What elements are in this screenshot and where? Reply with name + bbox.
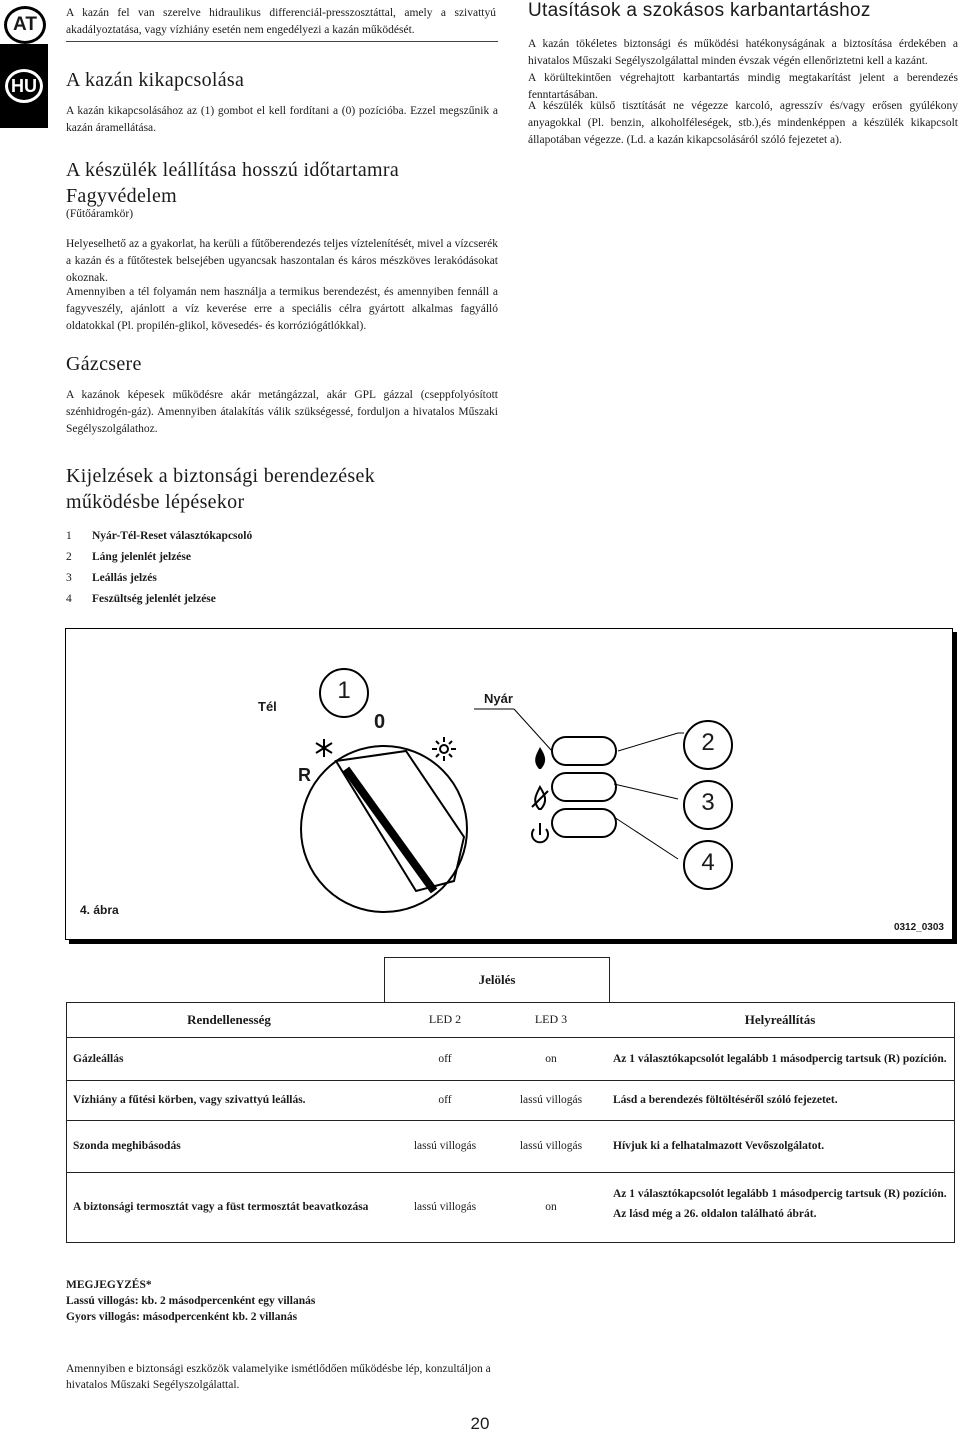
long-stop-para-2: Amennyiben a tél folyamán nem használja a termikus berendezést, és amennyiben fennáll a fagyveszély, ajánlott a víz keverése erre a speciális célra gyártott alkalmas fagyálló oldatokkal (Pl. propilén-glikol, kövesedés- és korróziógátlókkal).	[66, 286, 498, 332]
notes-title: MEGJEGYZÉS*	[66, 1279, 152, 1291]
table-title: Jelölés	[478, 971, 516, 987]
gas-change-title: Gázcsere	[66, 353, 142, 375]
legend-label: Leállás jelzés	[92, 572, 157, 584]
heating-circuit-subtitle: (Fűtőáramkör)	[66, 208, 134, 220]
table-row-2-recovery: Lásd a berendezés föltöltéséről szóló fejezetet.	[613, 1094, 838, 1106]
table-row-2-led3: lassú villogás	[519, 1094, 583, 1106]
header-fault: Rendellenesség	[187, 1011, 271, 1027]
indicators-title-line-2: működésbe lépésekor	[66, 491, 245, 513]
intro-text: A kazán fel van szerelve hidraulikus differenciál-presszosztáttal, amely a szivattyú akadályoztatása, vagy vízhiány esetén nem engedélyezi a kazán működését.	[66, 7, 496, 36]
header-led3: LED 3	[534, 1012, 568, 1026]
callout-4-label: 4	[701, 849, 715, 876]
legend-num: 3	[66, 572, 72, 584]
long-stop-para-1: Helyeselhető az a gyakorlat, ha kerüli a fűtőberendezés teljes víztelenítését, mivel a vízcserék a kazán és a fűtőtestek belsejében ugyancsak haszontalan és káros mészköves lerakódásokat okoznak.	[66, 238, 498, 284]
header-led2: LED 2	[428, 1012, 462, 1026]
winter-label: Tél	[258, 699, 277, 714]
header-recovery: Helyreállítás	[744, 1011, 816, 1027]
reset-position-label: R	[298, 765, 311, 785]
table-row-1-recovery: Az 1 választókapcsolót legalább 1 másodpercig tartsuk (R) pozíción.	[613, 1052, 947, 1065]
legend-num: 4	[66, 593, 72, 605]
legend-num: 1	[66, 530, 72, 542]
indicators-title-line-1: Kijelzések a biztonsági berendezések	[66, 465, 375, 487]
tab-hu-label: HU	[5, 69, 43, 103]
callout-3-label: 3	[701, 789, 715, 816]
maintenance-title: Utasítások a szokásos karbantartáshoz	[528, 0, 871, 21]
summer-label: Nyár	[484, 691, 513, 706]
table-row-1-led3: on	[545, 1052, 557, 1065]
callout-1-label: 1	[337, 677, 351, 704]
switch-off-title: A kazán kikapcsolása	[66, 69, 245, 91]
zero-position-label: 0	[374, 711, 386, 733]
page-number: 20	[470, 1414, 490, 1433]
table-row-4-led3: on	[545, 1201, 557, 1213]
maintenance-para-1: A kazán tökéletes biztonsági és működési hatékonyságának a biztosítása érdekében a hivatalos Műszaki Segélyszolgálattal minden évszak végén ellenőriztetni kell a kazánt.	[528, 38, 958, 67]
notes-block	[66, 1277, 315, 1325]
table-row-1-fault: Gázleállás	[73, 1052, 124, 1065]
table-row-3-led3: lassú villogás	[519, 1140, 583, 1152]
table-row-2-led2: off	[438, 1094, 452, 1106]
gas-change-text: A kazánok képesek működésre akár metángázzal, akár GPL gázzal (cseppfolyósított szénhidrogén-gáz). Amennyiben átalakítás válik szükségessé, forduljon a hivatalos Műszaki Segélyszolgálathoz.	[66, 389, 498, 435]
legend-label: Feszültség jelenlét jelzése	[92, 593, 216, 605]
notes-line-1: Lassú villogás: kb. 2 másodpercenként egy villanás	[66, 1295, 316, 1307]
switch-off-text: A kazán kikapcsolásához az (1) gombot el kell fordítani a (0) pozícióba. Ezzel megszűnik a kazán áramellátása.	[66, 105, 498, 134]
tab-at-label: AT	[13, 14, 37, 35]
figure-code: 0312_0303	[893, 922, 944, 933]
legend-label: Nyár-Tél-Reset választókapcsoló	[92, 530, 253, 542]
figure-caption: 4. ábra	[80, 903, 119, 917]
recovery-line-2: Az lásd még a 26. oldalon található ábrát.	[613, 1208, 817, 1220]
table-row-2-fault: Vízhiány a fűtési körben, vagy szivattyú leállás.	[73, 1094, 306, 1106]
recovery-line-1: Az 1 választókapcsolót legalább 1 másodpercig tartsuk (R) pozíción.	[613, 1188, 947, 1200]
callout-2-label: 2	[701, 729, 715, 756]
table-row-3-fault: Szonda meghibásodás	[73, 1140, 181, 1152]
frost-protection-title: Fagyvédelem	[66, 185, 178, 207]
maintenance-para-2: A körültekintően végrehajtott karbantartás mindig megtakarítást jelent a berendezés fenntartásában.	[528, 72, 958, 101]
table-row-4-fault: A biztonsági termosztát vagy a füst termosztát beavatkozása	[73, 1201, 369, 1213]
table-row-4-recovery	[613, 1184, 955, 1224]
table-row-3-led2: lassú villogás	[413, 1140, 477, 1152]
maintenance-para-3: A készülék külső tisztítását ne végezze karcoló, agresszív és/vagy erősen gyúlékony anyagokkal (Pl. benzin, alkoholféleségek, stb.),és mindenképpen a készülék kikapcsolt állapotában végezze. (Ld. a kazán kikapcsolásáról szóló fejezetet a).	[528, 100, 958, 146]
long-stop-title: A készülék leállítása hosszú időtartamra	[66, 159, 400, 181]
notes-line-2: Gyors villogás: másodpercenként kb. 2 villanás	[66, 1311, 298, 1323]
footer-text: Amennyiben e biztonsági eszközök valamelyike ismétlődően működésbe lép, konzultáljon a hivatalos Műszaki Segélyszolgálattal.	[66, 1363, 491, 1391]
table-row-1-led2: off	[438, 1052, 452, 1065]
table-row-3-recovery: Hívjuk ki a felhatalmazott Vevőszolgálatot.	[613, 1140, 825, 1152]
table-row-4-led2: lassú villogás	[413, 1201, 477, 1213]
legend-num: 2	[66, 551, 72, 563]
legend-label: Láng jelenlét jelzése	[92, 551, 191, 563]
